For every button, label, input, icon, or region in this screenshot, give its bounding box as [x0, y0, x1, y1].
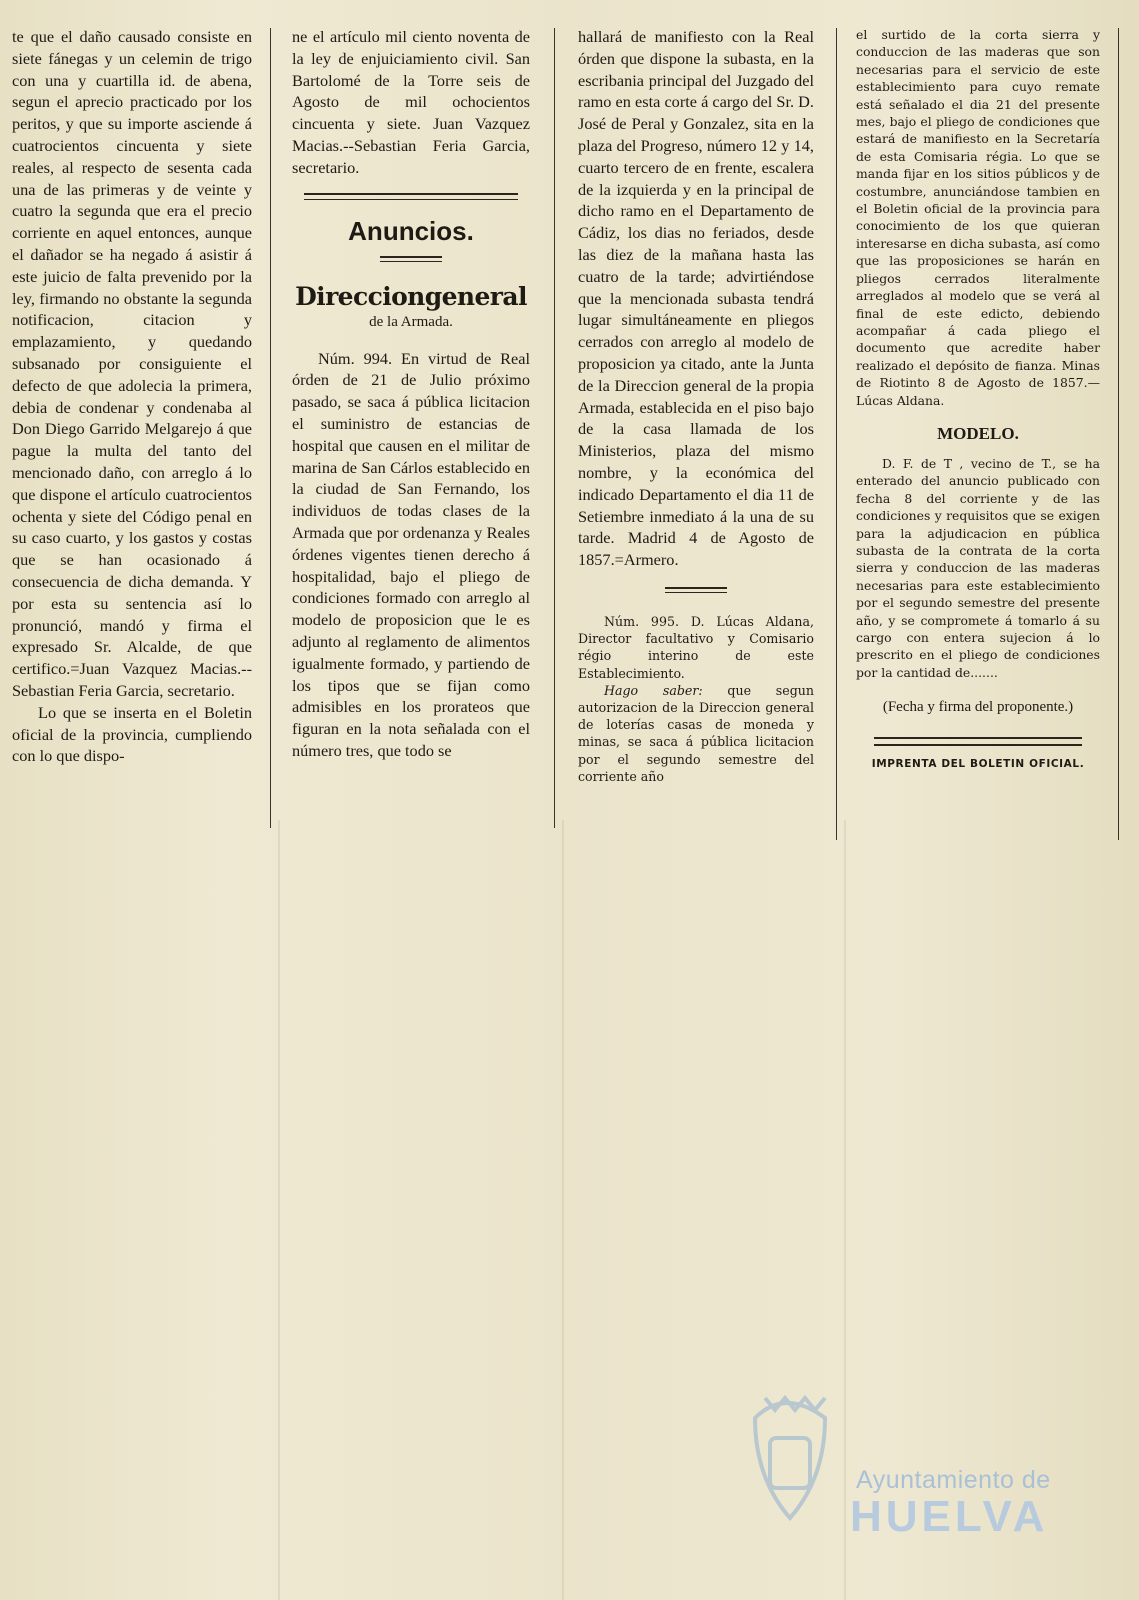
printer-footer: IMPRENTA DEL BOLETIN OFICIAL.	[871, 758, 1085, 771]
announcement-995-text: que segun autorizacion de la Direccion general de loterías casas de moneda y minas, se saca á pública licitacion por el segundo semestre del corriente año	[578, 682, 814, 784]
watermark-line-2: HUELVA	[850, 1492, 1049, 1541]
page-crease	[562, 820, 564, 1600]
column-2	[292, 26, 530, 762]
modelo-heading: MODELO.	[937, 423, 1019, 443]
column-rule	[836, 28, 837, 840]
direccion-general-heading: Direcciongeneral	[295, 281, 527, 311]
direccion-general-subheading: de la Armada.	[369, 313, 453, 330]
announcement-995-continued: el surtido de la corta sierra y conduccion de las maderas que son necesarias para el servicio de este establecimiento para cuyo remate está señalado el dia 21 del presente mes, bajo el pliego de condiciones que estará de manifiesto en la Secretaría de esta Comisaria régia. Lo que se manda fijar en los sitios públicos y de costumbre, anunciándose tambien en el Boletin oficial de la provincia para conocimiento de los que quieran interesarse en dicha subasta, así como que las proposiciones se harán en pliegos cerrados literalmente arreglados al modelo que se verá al final de este edicto, debiendo acompañar á cada pliego el documento que acredite haber realizado el depósito de fianza. Minas de Riotinto 8 de Agosto de 1857.—Lúcas Aldana.	[856, 27, 1100, 408]
column-4	[856, 26, 1100, 770]
hago-saber-label: Hago saber:	[604, 682, 703, 698]
announcement-number: Núm. 994.	[318, 348, 393, 368]
column-rule	[270, 28, 271, 828]
section-divider	[665, 587, 727, 593]
column-3	[578, 26, 814, 785]
column-rule	[1118, 28, 1119, 840]
column-1	[12, 26, 252, 767]
announcement-body: En virtud de Real órden de 21 de Julio próximo pasado, se saca á pública licitacion el suministro de estancias de hospital que causen en el militar de marina de San Cárlos establecido en la ciudad de San Fernando, los individuos de todas clases de la Armada que por ordenanza y Reales órdenes vigentes tienen derecho á hospitalidad, bajo el pliego de condiciones formado con arreglo al modelo de proposicion que le es adjunto al reglamento de alimentos igualmente formado, y partiendo de los tipos que se fijan como admisibles en los prorateos que figuran en la nota señalada con el número tres, que todo se	[292, 348, 530, 760]
insertion-note: Lo que se inserta en el Boletin oficial de la provincia, cumpliendo con lo que dispo-	[12, 702, 252, 766]
page-crease	[278, 820, 280, 1600]
sentence-text: te que el daño causado consiste en siete fánegas y un celemin de trigo con una y cuartilla id. de abena, segun el aprecio practicado por los peritos, y que su importe asciende á cuatrocientos cincuenta y siete reales, al respecto de sesenta cada una de las primeras y de veinte y cuatro la segunda que era el precio corriente en aquel entonces, aunque el dañador se ha negado á asistir á este juicio de falta prevenido por la ley, firmando no obstante la segunda notificacion, citacion y emplazamiento, y quedando subsanado por consiguiente el defecto de que adolecia la primera, debia de condenar y condenaba al Don Diego Garrido Melgarejo á que pague la multa del tanto del mencionado daño, con arreglo á lo que dispone el artículo cuatrocientos ochenta y siete del Código penal en su caso cuarto, y los gastos y costas que se han ocasionado á consecuencia de dicha demanda. Y por esta su sentencia así lo pronunció, mandó y firma el expresado Sr. Alcalde, de que certifico.=Juan Vazquez Macias.--Sebastian Feria Garcia, secretario.	[12, 27, 252, 700]
section-divider	[874, 737, 1082, 746]
section-title-anuncios: Anuncios.	[348, 215, 474, 246]
announcement-995-header: Núm. 995. D. Lúcas Aldana, Director facultativo y Comisario régio interino de este Establecimiento.	[578, 613, 814, 681]
closing-text: ne el artículo mil ciento noventa de la ley de enjuiciamiento civil. San Bartolomé de la Torre seis de Agosto de mil ochocientos cincuenta y siete. Juan Vazquez Macias.--Sebastian Feria Garcia, secretario.	[292, 27, 530, 177]
announcement-994-continued: hallará de manifiesto con la Real órden que dispone la subasta, en la escribania principal del Juzgado del ramo en esta corte á cargo del Sr. D. José de Peral y Gonzalez, sita en la plaza del Progreso, número 12 y 14, cuarto tercero de en frente, escalera de la izquierda y en la principal de dicho ramo en el Departamento de Cádiz, los dias no feriados, desde las diez de la mañana hasta las cuatro de la tarde; advirtiéndose que la mencionada subasta tendrá lugar simultáneamente en pliegos cerrados con arreglo al modelo de proposicion ya citado, ante la Junta de la Direccion general de la propia Armada, establecida en el piso bajo de la casa llamada de los Ministerios, plaza del mismo nombre, y la económica del indicado Departamento el dia 11 de Setiembre inmediato á la una de su tarde. Madrid 4 de Agosto de 1857.=Armero.	[578, 27, 814, 570]
modelo-body: D. F. de T , vecino de T., se ha enterado del anuncio publicado con fecha 8 del corriente y de las condiciones y requisitos que se exigen para la adjudicacion en pública subasta de la contrata de la corta sierra y conduccion de las maderas necesarias para este establecimiento por el segundo semestre del presente año, y se compromete á tomarlo á su cargo con entera sujecion á lo prescrito en el pliego de condiciones por la cantidad de.......	[856, 455, 1100, 680]
column-rule	[554, 28, 555, 828]
watermark-line-1: Ayuntamiento de	[856, 1466, 1051, 1494]
signature-line: (Fecha y firma del proponente.)	[882, 699, 1074, 716]
announcement-994	[292, 348, 530, 762]
title-ornament	[380, 256, 442, 262]
section-divider	[304, 193, 518, 200]
announcement-995-body	[578, 682, 814, 785]
